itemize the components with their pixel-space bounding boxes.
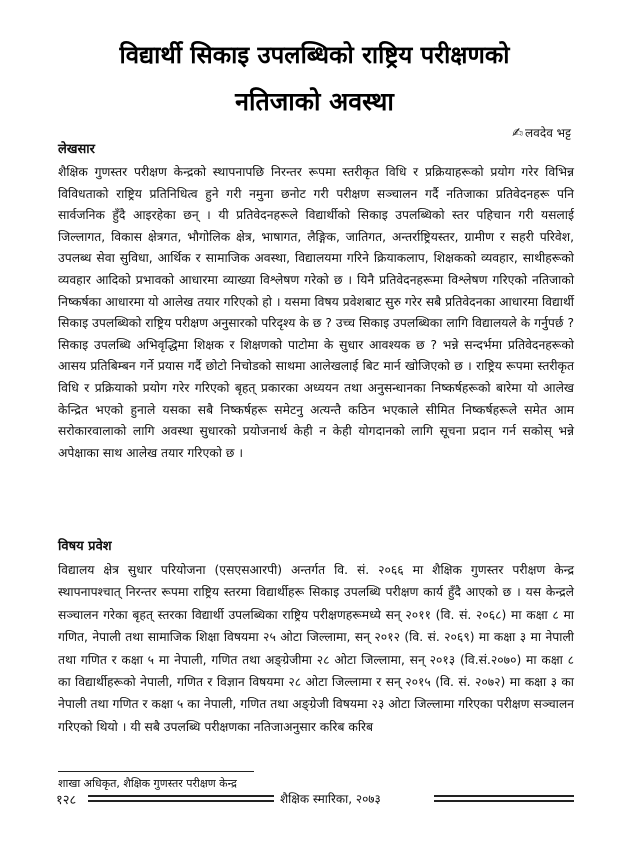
- author-byline: [512, 124, 571, 141]
- abstract-paragraph: शैक्षिक गुणस्तर परीक्षण केन्द्रको स्थापनापछि निरन्तर रूपमा स्तरीकृत विधि र प्रक्रियाहरूको प्रयोग गरेर विभिन्न विविधताको राष्ट्रिय प्रतिनिधित्व हुने गरी नमुना छनोट गरी परीक्षण सञ्चालन गर्दै नतिजाका प्रतिवेदनहरू पनि सार्वजनिक हुँदै आइरहेका छन् । यी प्रतिवेदनहरूले विद्यार्थीको सिकाइ उपलब्धिको स्तर पहिचान गरी यसलाई जिल्लागत, विकास क्षेत्रगत, भौगोलिक क्षेत्र, भाषागत, लैङ्गिक, जातिगत, अन्तर्राष्ट्रियस्तर, ग्रामीण र सहरी परिवेश, उपलब्ध सेवा सुविधा, आर्थिक र सामाजिक अवस्था, विद्यालयमा गरिने क्रियाकलाप, शिक्षकको व्यवहार, साथीहरूको व्यवहार आदिको प्रभावको आधारमा व्याख्या विश्लेषण गरेको छ । यिनै प्रतिवेदनहरूमा विश्लेषण गरिएको नतिजाको निष्कर्षका आधारमा यो आलेख तयार गरिएको हो । यसमा विषय प्रवेशबाट सुरु गरेर सबै प्रतिवेदनका आधारमा विद्यार्थी सिकाइ उपलब्धिको राष्ट्रिय परीक्षण अनुसारको परिदृश्य के छ ? उच्च सिकाइ उपलब्धिका लागि विद्यालयले के गर्नुपर्छ ? सिकाइ उपलब्धि अभिवृद्धिमा शिक्षक र शिक्षणको पाटोमा के सुधार आवश्यक छ ? भन्ने सन्दर्भमा प्रतिवेदनहरूको आसय प्रतिबिम्बन गर्ने प्रयास गर्दै छोटो निचोडको साथमा आलेखलाई बिट मार्न खोजिएको छ । राष्ट्रिय रूपमा स्तरीकृत विधि र प्रक्रियाको प्रयोग गरेर गरिएको बृहत् प्रकारका अध्ययन तथा अनुसन्धानका निष्कर्षहरूको बारेमा यो आलेख केन्द्रित भएको हुनाले यसका सबै निष्कर्षहरू समेटनु अत्यन्तै कठिन भएकाले सीमित निष्कर्षहरूले समेत आम सरोकारवालाको लागि अवस्था सुधारको प्रयोजनार्थ केही न केही योगदानको लागि सूचना प्रदान गर्न सकोस् भन्ने अपेक्षाका साथ आलेख तयार गरिएको छ ।: [58, 165, 575, 460]
- footer-double-rule-right: [434, 795, 574, 802]
- author-footnote: शाखा अधिकृत, शैक्षिक गुणस्तर परीक्षण केन्द्र: [58, 777, 237, 790]
- introduction-paragraph: विद्यालय क्षेत्र सुधार परियोजना (एसएसआरपी) अन्तर्गत वि. सं. २०६६ मा शैक्षिक गुणस्तर परीक्षण केन्द्र स्थापनापश्चात् निरन्तर रूपमा राष्ट्रिय स्तरमा विद्यार्थीहरू सिकाइ उपलब्धि परीक्षण कार्य हुँदै आएको छ । यस केन्द्रले सञ्चालन गरेका बृहत् स्तरका विद्यार्थी उपलब्धिका राष्ट्रिय परीक्षणहरूमध्ये सन् २०११ (वि. सं. २०६८) मा कक्षा ८ मा गणित, नेपाली तथा सामाजिक शिक्षा विषयमा २५ ओटा जिल्लामा, सन् २०१२ (वि. सं. २०६९) मा कक्षा ३ मा नेपाली तथा गणित र कक्षा ५ मा नेपाली, गणित तथा अङ्ग्रेजीमा २८ ओटा जिल्लामा, सन् २०१३ (वि.सं.२०७०) मा कक्षा ८ का विद्यार्थीहरूको नेपाली, गणित र विज्ञान विषयमा २८ ओटा जिल्लामा र सन् २०१५ (वि. सं. २०७२) मा कक्षा ३ का नेपाली तथा गणित र कक्षा ५ का नेपाली, गणित तथा अङ्ग्रेजी विषयमा २३ ओटा जिल्लामा गरिएका परीक्षण सञ्चालन गरिएको थियो । यी सबै उपलब्धि परीक्षणका नतिजाअनुसार करिब करिब: [58, 563, 574, 734]
- article-title-line-2: नतिजाको अवस्था: [235, 87, 394, 116]
- introduction-heading: विषय प्रवेश: [58, 539, 112, 554]
- pen-icon: ✍: [512, 126, 524, 141]
- running-title: शैक्षिक स्मारिका, २०७३: [280, 792, 381, 806]
- article-title-line-1: विद्यार्थी सिकाइ उपलब्धिको राष्ट्रिय परीक्षणको: [119, 41, 510, 69]
- author-name: लवदेव भट्ट: [525, 126, 571, 140]
- footnote-rule: [58, 771, 254, 772]
- abstract-heading: लेखसार: [58, 142, 95, 157]
- footer-double-rule-left: [88, 795, 274, 802]
- page-number: १२८: [56, 793, 77, 808]
